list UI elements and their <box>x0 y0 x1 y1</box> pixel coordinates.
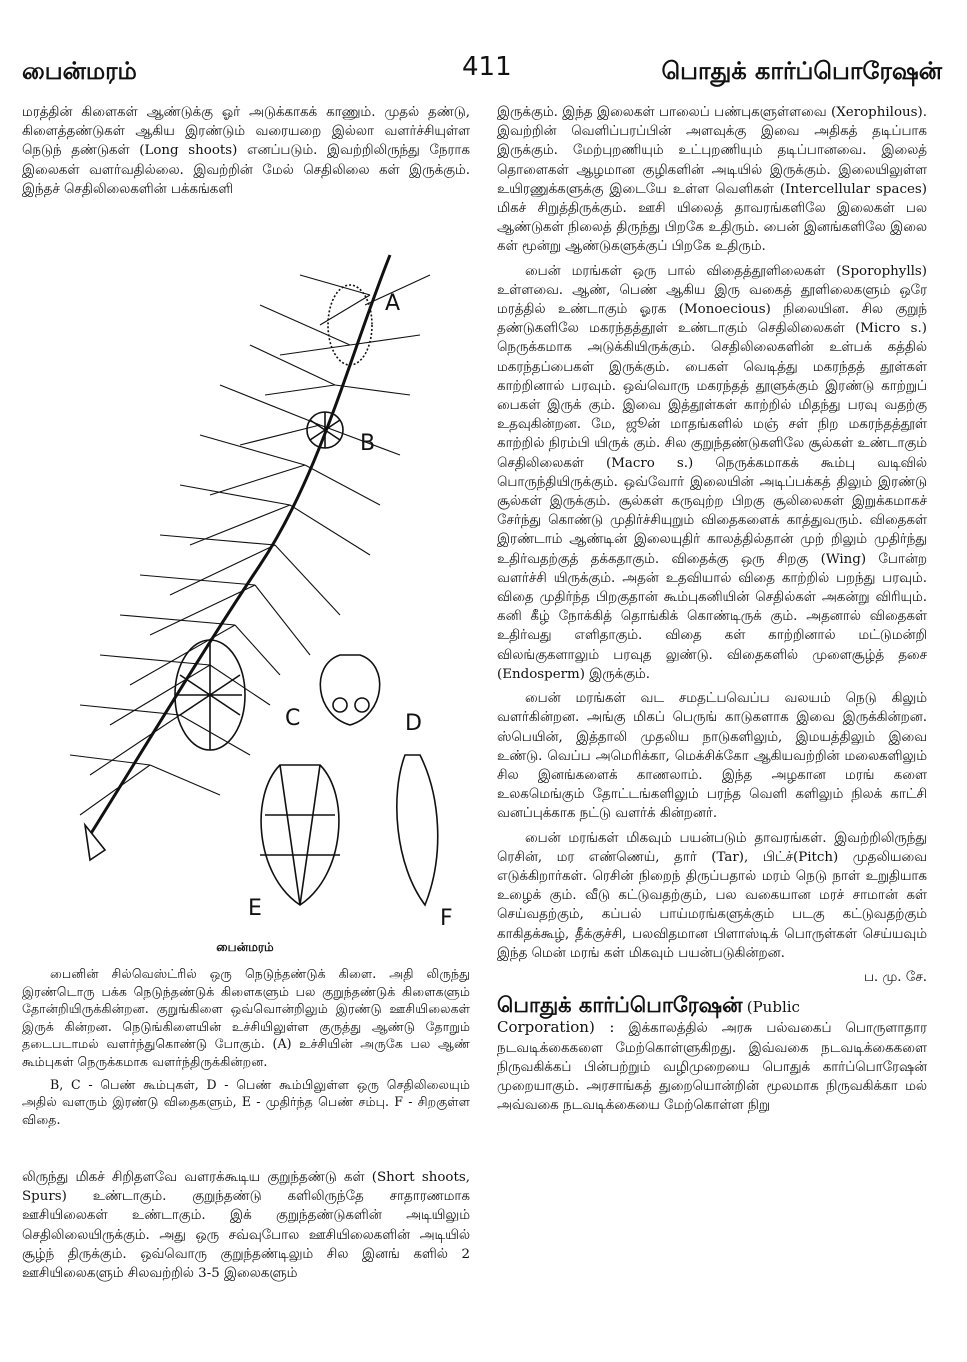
label-f: F <box>440 906 453 931</box>
entry-heading <box>497 992 928 1115</box>
right-column <box>497 103 927 1120</box>
figure-description-para2: B, C - பெண் கூம்புகள், D - பெண் கூம்பிலுள்ள ஒரு செதிலிலையும் அதில் வளரும் இரண்டு விதைகளும், E - முதிர்ந்த பெண் சம்பு. F - சிறகுள்ள விதை. <box>22 1076 470 1127</box>
pine-drawing <box>50 235 470 935</box>
running-head-right: பொதுக் கார்ப்பொரேஷன் <box>661 56 942 85</box>
running-head-left: பைன்மரம் <box>22 56 137 85</box>
label-e: E <box>248 896 262 921</box>
entry-title-english-2: Corporation) : <box>497 1018 615 1037</box>
page-number: 411 <box>462 52 512 82</box>
figure-description-para1: பைனின் சில்வெஸ்ட்ரில் ஒரு நெடுந்தண்டுக் கிளை. அதி லிருந்து இரண்டொரு பக்க நெடுந்தண்டுக் கிளைகளும் பல குறுந்தண்டுக் கிளைகளும் தோன்றியிருக்கின்றன. குறுங்கிளை ஒவ்வொன்றிலும் இரண்டு ஊசியிலைகள் இருக் கின்றன. நெடுங்கிளையின் உச்சியிலுள்ள குருத்து ஆண்டு தோறும் தடைபடாமல் வளர்ந்துகொண்டு போகும். (A) உச்சியின் அருகே பல ஆண் கூம்புகள் நெருக்கமாக வளர்ந்திருக்கின்றன. <box>22 966 470 1069</box>
label-d: D <box>405 711 422 736</box>
paragraph: பைன் மரங்கள் மிகவும் பயன்படும் தாவரங்கள். இவற்றிலிருந்து ரெசின், மர எண்ணெய், தார் (Tar), பிட்ச்(Pitch) முதலியவை எடுக்கிறார்கள். ரெசின் நிறைந் திருப்பதால் மரம் நெடு நாள் உறுதியாக உழைக் கும். வீடு கட்டுவதற்கும், பல வகையான மரச் சாமான் கள் செய்வதற்கும், கப்பல் பாய்மரங்களுக்கும் படகு கட்டுவதற்கும் காகிதக்கூழ், தீக்குச்சி, பலவிதமான பிளாஸ்டிக் பொருள்கள் செய்யவும் இந்த மென் மரங் கள் மிகவும் பயன்படுகின்றன. <box>497 830 927 961</box>
label-b: B <box>360 431 376 456</box>
author-initials: ப. மு. சே. <box>863 969 927 985</box>
entry-title-english-1: (Public <box>746 998 800 1017</box>
paragraph: இருக்கும். இந்த இலைகள் பாலைப் பண்புகளுள்ளவை (Xerophilous). இவற்றின் வெளிப்பரப்பின் அளவுக்கு இவை அதிகத் தடிப்பாக இருக்கும். மேற்புறணியும் உட்புறணியும் தடிப்பானவை. இலைத் தொளைகள் ஆழமான குழிகளின் அடியில் இருக்கும். இலையிலுள்ள உயிரணுக்களுக்கு இடையே உள்ள வெளிகள் (Intercellular spaces) மிகச் சிறுத்திருக்கும். ஊசி யிலைத் தாவரங்களிலே இலைகள் பல ஆண்டுகள் நிலைத் திருந்து பிறகே உதிரும். பைன் இனங்களிலே இலை கள் மூன்று ஆண்டுகளுக்குப் பிறகே உதிரும். <box>497 105 927 255</box>
label-c: C <box>285 706 301 731</box>
paragraph: பைன் மரங்கள் ஒரு பால் விதைத்தூளிலைகள் (Sporophylls) உள்ளவை. ஆண், பெண் ஆகிய இரு வகைத் தூளிலைகளும் ஒரே மரத்தில் உண்டாகும் ஓரக (Monoecious) நிலையின. சில குறுந் தண்டுகளிலே மகரந்தத்தூள் உண்டாகும் செதிலிலைகள் (Micro s.) நெருக்கமாக அடுக்கியிருக்கும். செதிலிலைகளின் உள்பக் கத்தில் மகரந்தப்பைகள் இருக்கும். பைகள் வெடித்து மகரந்தத் தூள்கள் காற்றினால் பரவும். ஒவ்வொரு மகரந்தத் தூளுக்கும் இரண்டு காற்றுப் பைகள் இருக் கும். இவை இத்தூள்கள் காற்றில் மிதந்து பரவு வதற்கு உதவுகின்றன. மே, ஜூன் மாதங்களில் மஞ் சள் நிற மகரந்தத்தூள் காற்றில் நிரம்பி யிருக் கும். சில குறுந்தண்டுகளிலே சூல்கள் உண்டாகும் செதிலிலைகள் (Macro s.) நெருக்கமாகக் கூம்பு வடிவில் பொருந்தியிருக்கும். ஒவ்வோர் இலையின் அடிப்பக்கத் திலும் இரண்டு சூல்கள் இருக்கும். சூல்கள் கருவுற்ற பிறகு சூலிலைகள் இறுக்கமாகச் சேர்ந்து கொண்டு முதிர்ச்சியுறும் விதைகளைக் காத்துவரும். விதைகள் இரண்டாம் ஆண்டின் இலையுதிர் காலத்தில்தான் முற் றிலும் முதிர்ந்து உதிர்வதற்குத் தக்கதாகும். விதைக்கு ஒரு சிறகு (Wing) போன்ற வளர்ச்சி யிருக்கும். அதன் உதவியால் விதை காற்றில் பறந்து பரவும். விதை முதிர்ந்த பிறகுதான் கூம்புகனியின் செதில்கள் அகன்று விரியும். கனி கீழ் நோக்கித் தொங்கிக் கொண்டிருக் கும். அதனால் விதைகள் உதிர்வது எளிதாகும். விதை கள் காற்றினால் மட்டுமன்றி விலங்குகளாலும் பரவுத லுண்டு. விதைகளில் முளைசூழ்த் தசை (Endosperm) இருக்கும். <box>497 263 927 682</box>
figure-caption: பைன்மரம் <box>216 940 274 954</box>
figure-description <box>22 965 470 1133</box>
page-header <box>22 52 942 96</box>
entry-title: பொதுக் கார்ப்பொரேஷன் <box>497 992 743 1018</box>
paragraph: லிருந்து மிகச் சிறிதளவே வளரக்கூடிய குறுந்தண்டு கள் (Short shoots, Spurs) உண்டாகும். குறுந்தண்டு களிலிருந்தே சாதாரணமாக ஊசியிலைகள் உண்டாகும். இக் குறுந்தண்டுகளின் அடியிலும் செதிலிலையிருக்கும். அது ஒரு சவ்வுபோல ஊசியிலைகளின் அடியில் சூழ்ந் திருக்கும். ஒவ்வொரு குறுந்தண்டிலும் சில இனங் களில் 2 ஊசியிலைகளும் சிலவற்றில் 3-5 இலைகளும் <box>22 1170 470 1282</box>
pine-branch-illustration <box>50 235 470 935</box>
paragraph: பைன் மரங்கள் வட சமதட்பவெப்ப வலயம் நெடு கிலும் வளர்கின்றன. அங்கு மிகப் பெருங் காடுகளாக இவை இருக்கின்றன. ஸ்பெயின், இத்தாலி முதலிய நாடுகளிலும், இமயத்திலும் இவை உண்டு. வெப்ப அமெரிக்கா, மெக்சிக்கோ ஆகியவற்றின் மலைகளிலும் சில இனங்களைக் காணலாம். இந்த அழகான மரங் களை உலகமெங்கும் தோட்டங்களிலும் பரந்த வெளி களிலும் நிலக் காட்சி வனப்புக்காக நட்டு வளர்க் கின்றனர். <box>497 691 927 822</box>
left-column-bottom-text <box>22 1168 470 1288</box>
paragraph: மரத்தின் கிளைகள் ஆண்டுக்கு ஓர் அடுக்காகக் காணும். முதல் தண்டு, கிளைத்தண்டுகள் ஆகிய இரண்டும் வரையறை இல்லா வளர்ச்சியுள்ள நெடுந் தண்டுகள் (Long shoots) எனப்படும். இவற்றிலிருந்து நேராக இலைகள் வளர்வதில்லை. இவற்றின் மேல் செதிலிலை கள் இருக்கும். இந்தச் செதிலிலைகளின் பக்கங்களி <box>22 105 470 197</box>
left-column-top-text <box>22 103 470 204</box>
label-a: A <box>385 291 401 316</box>
entry-text: இக்காலத்தில் அரசு பல்வகைப் பொருளாதார நடவடிக்கைகளை மேற்கொள்ளுகிறது. இவ்வகை நடவடிக்கைகளை நிருவகிக்கப் பின்பற்றும் வழிமுறையை பொதுக் கார்ப்பொரேஷன் முறையாகும். அரசாங்கத் துறையொன்றின் மூலமாக நிருவகிக்கா மல் அவ்வகை நடவடிக்கையை மேற்கொள்ள நிறு <box>497 1021 928 1114</box>
